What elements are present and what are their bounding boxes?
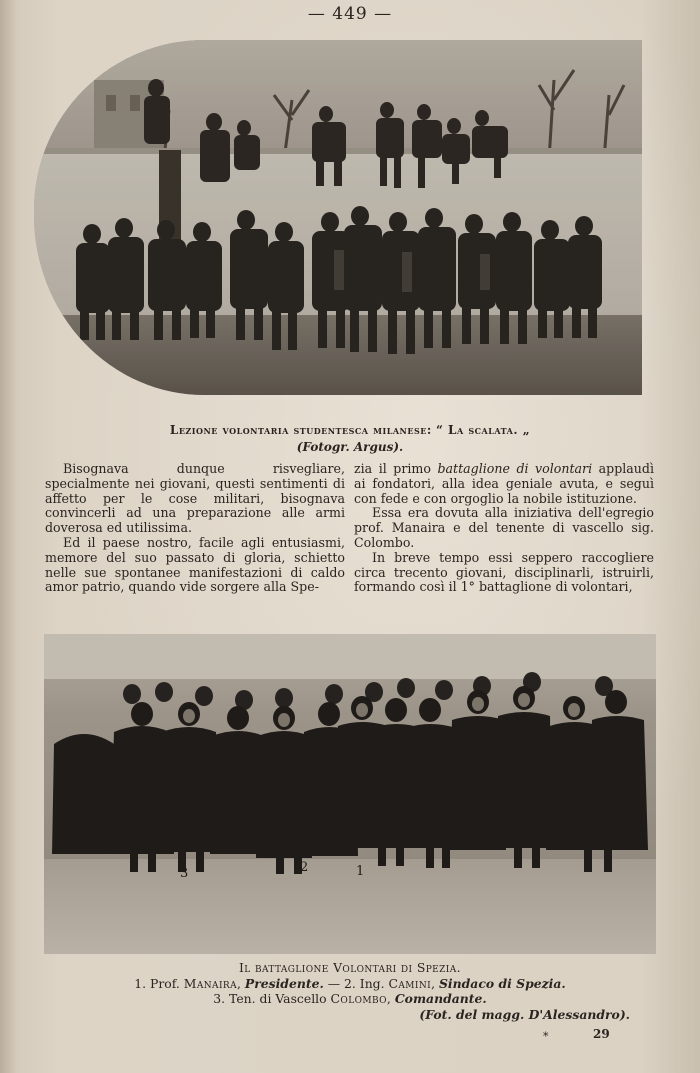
figure2-caption-line3: 3. Ten. di Vascello Colombo, Comandante. [213,991,487,1006]
photo-wall-climbing [34,40,642,395]
article-paragraph [354,462,654,506]
article-paragraph: Essa era dovuta alla iniziativa dell'egregio prof. Manaira e del tenente di vascello sig. Colombo. [354,505,654,550]
figure2-caption-line2: 1. Prof. Manaira, Presidente. — 2. Ing. Camini, Sindaco di Spezia. [134,975,566,991]
article-column-left [45,462,345,595]
caption-name: Colombo [330,991,387,1006]
caption-text: 3. Ten. di Vascello [213,991,331,1006]
folio-number: 29 [593,1027,610,1041]
caption-name: Manaira [183,975,237,991]
article-emphasis: battaglione di volontari [437,461,593,476]
figure1-credit: (Fotogr. Argus). [296,440,404,454]
figure1-caption-subtitle: “ La scalata. „ [435,423,531,437]
article-text: zia il primo [354,461,438,476]
figure2-credit: (Fot. del magg. D'Alessandro). [419,1006,630,1022]
caption-role: Presidente. [244,975,324,991]
figure2-label-2: 2 [300,860,309,875]
figure2-caption-title: Il battaglione Volontari di Spezia. [238,960,461,975]
page-number: — 449 — [307,4,393,24]
article-text: applaudì ai fondatori, alla idea geniale avuta, e seguì con fede e con orgoglio la nobile istituzione. [354,461,655,506]
photo-battalion-group-image [44,634,656,954]
caption-name: Camini [388,975,432,991]
photo-wall-climbing-image [34,40,642,395]
figure2-caption [0,960,700,1022]
article-paragraph: Ed il paese nostro, facile agli entusiasmi, memore del suo passato di gloria, schietto nelle sue spontanee manifestazioni di caldo amor patrio, quando vide sorgere alla Spe- [45,534,345,595]
figure2-label-3: 3 [180,866,189,881]
photo-battalion-group [44,634,656,954]
figure1-caption-title: Lezione volontaria studentesca milanese: [169,423,432,437]
article-paragraph: Bisognava dunque risvegliare, specialmente nei giovani, questi sentimenti di affetto per le cose militari, bisognava convincerli ad una preparazione alle armi doverosa ed utilissima. [45,461,345,536]
article-paragraph: In breve tempo essi seppero raccogliere circa trecento giovani, disciplinarli, istruirli, formando così il 1° battaglione di volontari, [354,549,654,595]
footer-star: * [543,1030,549,1043]
caption-role: Comandante. [394,991,487,1006]
caption-role: Sindaco di Spezia. [438,975,566,991]
figure2-label-1: 1 [356,864,365,879]
figure1-caption [0,422,700,456]
caption-text: 1. Prof. [134,975,184,991]
caption-text: — 2. Ing. [323,975,389,991]
article-column-right [354,462,654,595]
